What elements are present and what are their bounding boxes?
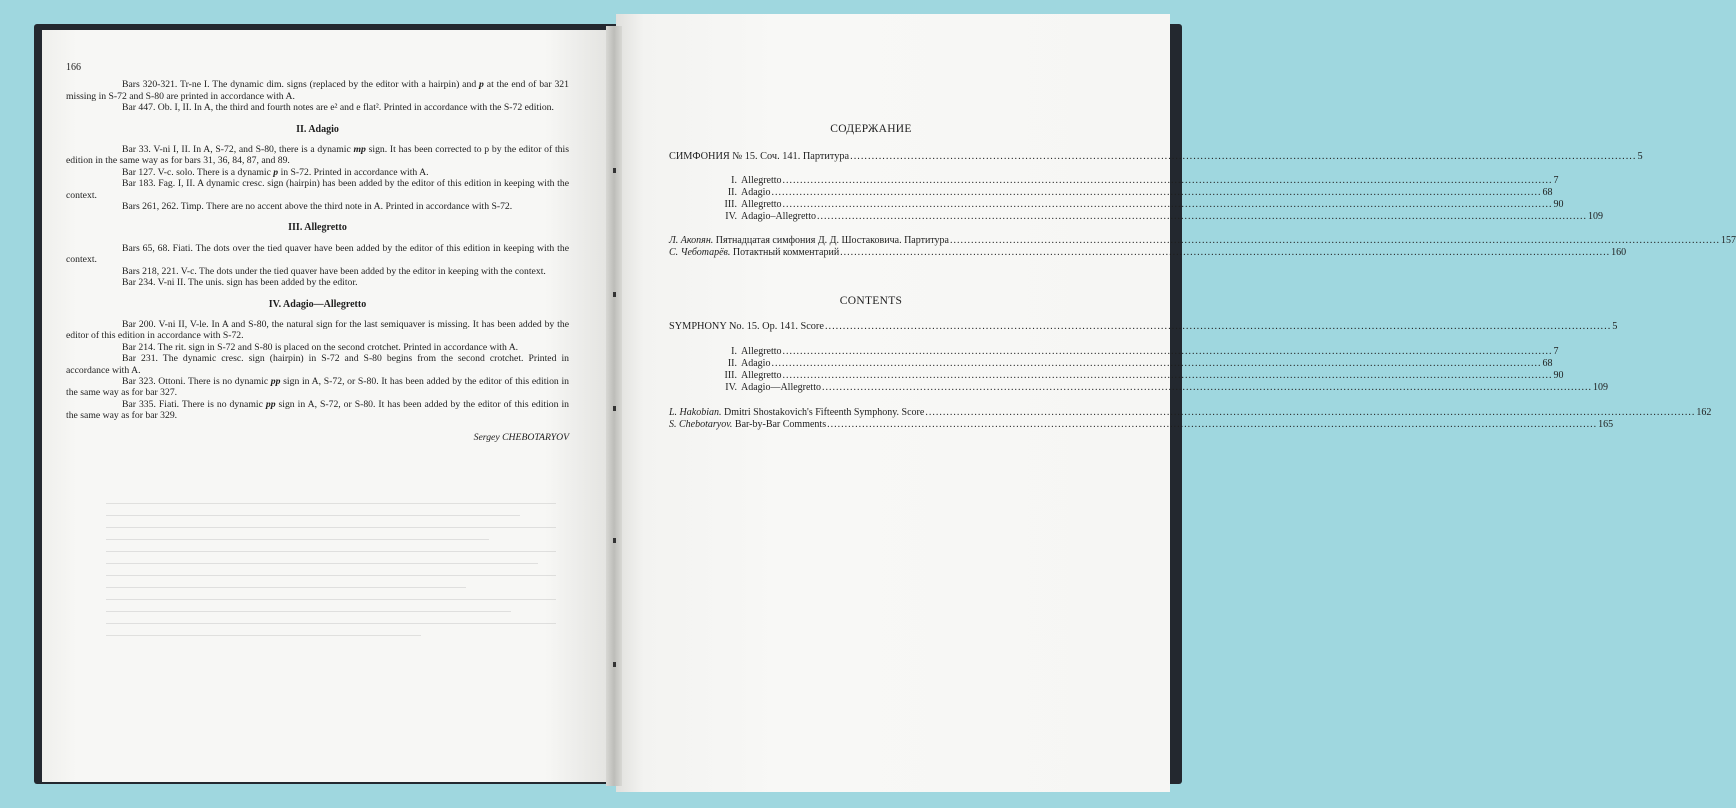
toc-movement-entry[interactable] [669,175,1559,187]
commentary-paragraph [66,201,569,212]
toc-movement-entry[interactable] [669,199,1564,211]
toc-leader: ............................................................................................................................................................................................................................ [824,321,1612,332]
toc-entry-label [701,370,782,382]
section-heading: III. Allegretto [288,222,347,234]
paragraph-text: Bars 261, 262. Timp. There are no accent above the third note in A. Printed in accordance with S-72. [122,201,513,213]
dynamic-mark: pp [265,398,276,410]
dynamic-mark: p [273,166,279,178]
commentary-paragraph [66,399,569,422]
toc-leader: ............................................................................................................................................................................................................................ [771,187,1542,198]
toc-essays [669,235,1736,259]
commentary-text [66,62,569,443]
toc-leader: ............................................................................................................................................................................................................................ [850,151,1637,162]
toc-entry-page: 68 [1542,358,1553,369]
paragraph-text: Bar 447. Ob. I, II. In A, the third and fourth notes are e² and e flat². Printed in accordance with the S-72 edition. [122,102,554,114]
toc-entry-label [701,187,770,199]
paragraph-text: Bar 33. V-ni I, II. In A, S-72, and S-80, there is a dynamic [122,144,354,156]
toc-entry-page: 7 [1553,175,1559,186]
paragraph-text: sign in A, S-72, or S-80. It has been added by the editor of this edition in the same way as for bar 327. [66,375,569,399]
paragraph-text: sign in A, S-72, or S-80. It has been added by the editor of this edition in the same way as for bar 329. [66,398,569,422]
movement-number: I. [731,346,737,357]
toc-leader: ............................................................................................................................................................................................................................ [782,199,1553,210]
paragraph-group [66,319,569,422]
commentary-paragraph [66,243,569,266]
toc-entry-label [701,211,816,223]
paragraph-text: Bars 218, 221. V-c. The dots under the tied quaver have been added by the editor in keeping with the context. [122,265,546,277]
movement-number: II. [727,358,737,369]
toc-movement-entry[interactable] [669,346,1559,358]
commentary-paragraph [66,319,569,342]
section-heading: IV. Adagio—Allegretto [268,298,367,310]
commentary-paragraph [66,376,569,399]
toc-entry-page: 7 [1553,346,1559,357]
toc-entry-page: 160 [1611,247,1627,258]
paragraph-group [66,79,569,113]
essay-title: Потактный комментарий [730,247,840,258]
toc-entry-page: 90 [1553,199,1564,210]
toc-entry-label [701,346,782,358]
toc-leader: ............................................................................................................................................................................................................................ [925,407,1696,418]
commentary-paragraph [66,167,569,178]
paragraph-text: Bar 231. The dynamic cresc. sign (hairpin) in S-72 and S-80 begins from the second crotchet. Printed in accordance with A. [66,353,569,376]
movement-title: Adagio [741,187,771,198]
author-signature: Sergey CHEBOTARYOV [473,431,569,443]
movement-title: Adagio [741,358,771,369]
paragraph-text: at the end of bar 321 missing in S-72 and S-80 are printed in accordance with A. [66,79,569,102]
toc-entry-page: 109 [1592,382,1608,393]
binding-thread [613,292,616,297]
toc-entry-label [669,419,826,431]
toc-entry-page: 165 [1598,419,1614,430]
paragraph-group [66,144,569,212]
movement-number: IV. [725,382,737,393]
toc-entry-page: 157 [1721,235,1736,246]
toc-entry-page: 5 [1637,151,1643,162]
commentary-paragraph [66,277,569,288]
essay-title: Dmitri Shostakovich's Fifteenth Symphony. Score [721,407,925,418]
essay-author: S. Chebotaryov. [669,419,733,430]
paragraph-text: Bar 323. Ottoni. There is no dynamic [122,375,271,387]
page-number: 166 [66,62,81,73]
essay-author: С. Чеботарёв. [669,247,731,258]
paragraph-text: Bars 320-321. Tr-ne I. The dynamic dim. signs (replaced by the editor with a hairpin) and [122,79,480,91]
toc-entry-label [701,175,782,187]
paragraph-text: sign. It has been corrected to p by the editor of this edition in the same way as for bars 31, 36, 84, 87, and 89. [66,144,569,167]
essay-author: L. Hakobian. [669,407,722,418]
toc-entry-page: 68 [1542,187,1553,198]
movement-number: IV. [725,211,737,222]
show-through-text [106,500,556,647]
toc-entry-label [669,407,924,419]
toc-essays [669,407,1712,431]
commentary-paragraph [66,144,569,167]
essay-title: Пятнадцатая симфония Д. Д. Шостаковича. Партитура [713,235,949,246]
toc-leader: ............................................................................................................................................................................................................................ [771,358,1542,369]
contents-heading-en: CONTENTS [839,295,903,307]
toc-essay-entry[interactable] [669,407,1712,419]
binding-thread [613,406,616,411]
paragraph-text: Bar 200. V-ni II, V-le. In A and S-80, the natural sign for the last semiquaver is missing. It has been added by the editor of this edition in accordance with S-72. [66,318,569,342]
paragraph-text: Bar 335. Fiati. There is no dynamic [122,398,266,410]
commentary-paragraph [66,266,569,277]
toc-leader: ............................................................................................................................................................................................................................ [782,370,1553,381]
movement-number: I. [731,175,737,186]
toc-main-entry[interactable] [669,151,1643,163]
toc-leader: ............................................................................................................................................................................................................................ [950,235,1720,246]
dynamic-mark: pp [270,375,281,387]
paragraph-text: Bars 65, 68. Fiati. The dots over the tied quaver have been added by the editor of this edition in keeping with the context. [66,242,569,266]
toc-essay-entry[interactable] [669,247,1627,259]
toc-leader: ............................................................................................................................................................................................................................ [782,175,1553,186]
movement-title: Allegretto [741,175,782,186]
toc-en [669,321,1712,431]
toc-entry-page: 162 [1696,407,1712,418]
binding-thread [613,662,616,667]
toc-entry-label [669,247,839,259]
commentary-paragraph [66,79,569,102]
section-heading: II. Adagio [296,123,339,135]
movement-number: III. [724,370,737,381]
toc-entry-page: 5 [1612,321,1618,332]
paragraph-text: Bar 183. Fag. I, II. A dynamic cresc. sign (hairpin) has been added by the editor of this edition in keeping with the context. [66,178,569,201]
movement-title: Adagio–Allegretto [741,211,816,222]
commentary-paragraph [66,102,569,113]
movement-title: Allegretto [741,199,782,210]
movement-title: Adagio—Allegretto [741,382,821,393]
contents-heading-ru: СОДЕРЖАНИЕ [830,123,912,135]
paragraph-group [66,243,569,289]
toc-movement-entry[interactable] [669,358,1553,370]
paragraph-text: Bar 214. The rit. sign in S-72 and S-80 is placed on the second crotchet. Printed in accordance with A. [122,341,519,353]
toc-movements [669,175,1603,223]
toc-leader: ............................................................................................................................................................................................................................ [827,419,1598,430]
toc-entry-label: СИМФОНИЯ № 15. Соч. 141. Партитура [669,151,850,162]
binding-thread [613,168,616,173]
toc-movement-entry[interactable] [669,382,1608,394]
movement-title: Allegretto [741,346,782,357]
toc-entry-label [701,199,782,211]
toc-leader: ............................................................................................................................................................................................................................ [840,247,1611,258]
paragraph-text: in S-72. Printed in accordance with A. [278,166,429,178]
toc-movement-entry[interactable] [669,187,1553,199]
toc-leader: ............................................................................................................................................................................................................................ [782,346,1553,357]
paragraph-text: Bar 127. V-c. solo. There is a dynamic [122,166,274,178]
toc-movement-entry[interactable] [669,211,1603,223]
paragraph-text: Bar 234. V-ni II. The unis. sign has been added by the editor. [122,277,358,289]
toc-entry-label [701,358,770,370]
movement-number: II. [727,187,737,198]
toc-entry-label [669,235,949,247]
toc-essay-entry[interactable] [669,419,1614,431]
toc-ru [669,151,1736,259]
movement-title: Allegretto [741,370,782,381]
toc-essay-entry[interactable] [669,235,1736,247]
commentary-paragraph [66,353,569,376]
toc-entry-label [701,382,821,394]
toc-main-entry[interactable] [669,321,1618,333]
toc-movement-entry[interactable] [669,370,1564,382]
dynamic-mark: p [479,79,484,91]
essay-title: Bar-by-Bar Comments [732,419,827,430]
commentary-paragraph [66,342,569,353]
dynamic-mark: mp [353,144,366,156]
commentary-paragraph [66,178,569,201]
movement-number: III. [724,199,737,210]
toc-entry-label: SYMPHONY No. 15. Op. 141. Score [669,321,824,332]
toc-leader: ............................................................................................................................................................................................................................ [821,382,1592,393]
toc-movements [669,346,1608,394]
binding-thread [613,538,616,543]
toc-leader: ............................................................................................................................................................................................................................ [816,211,1587,222]
essay-author: Л. Акопян. [669,235,714,246]
toc-entry-page: 109 [1587,211,1603,222]
toc-entry-page: 90 [1553,370,1564,381]
